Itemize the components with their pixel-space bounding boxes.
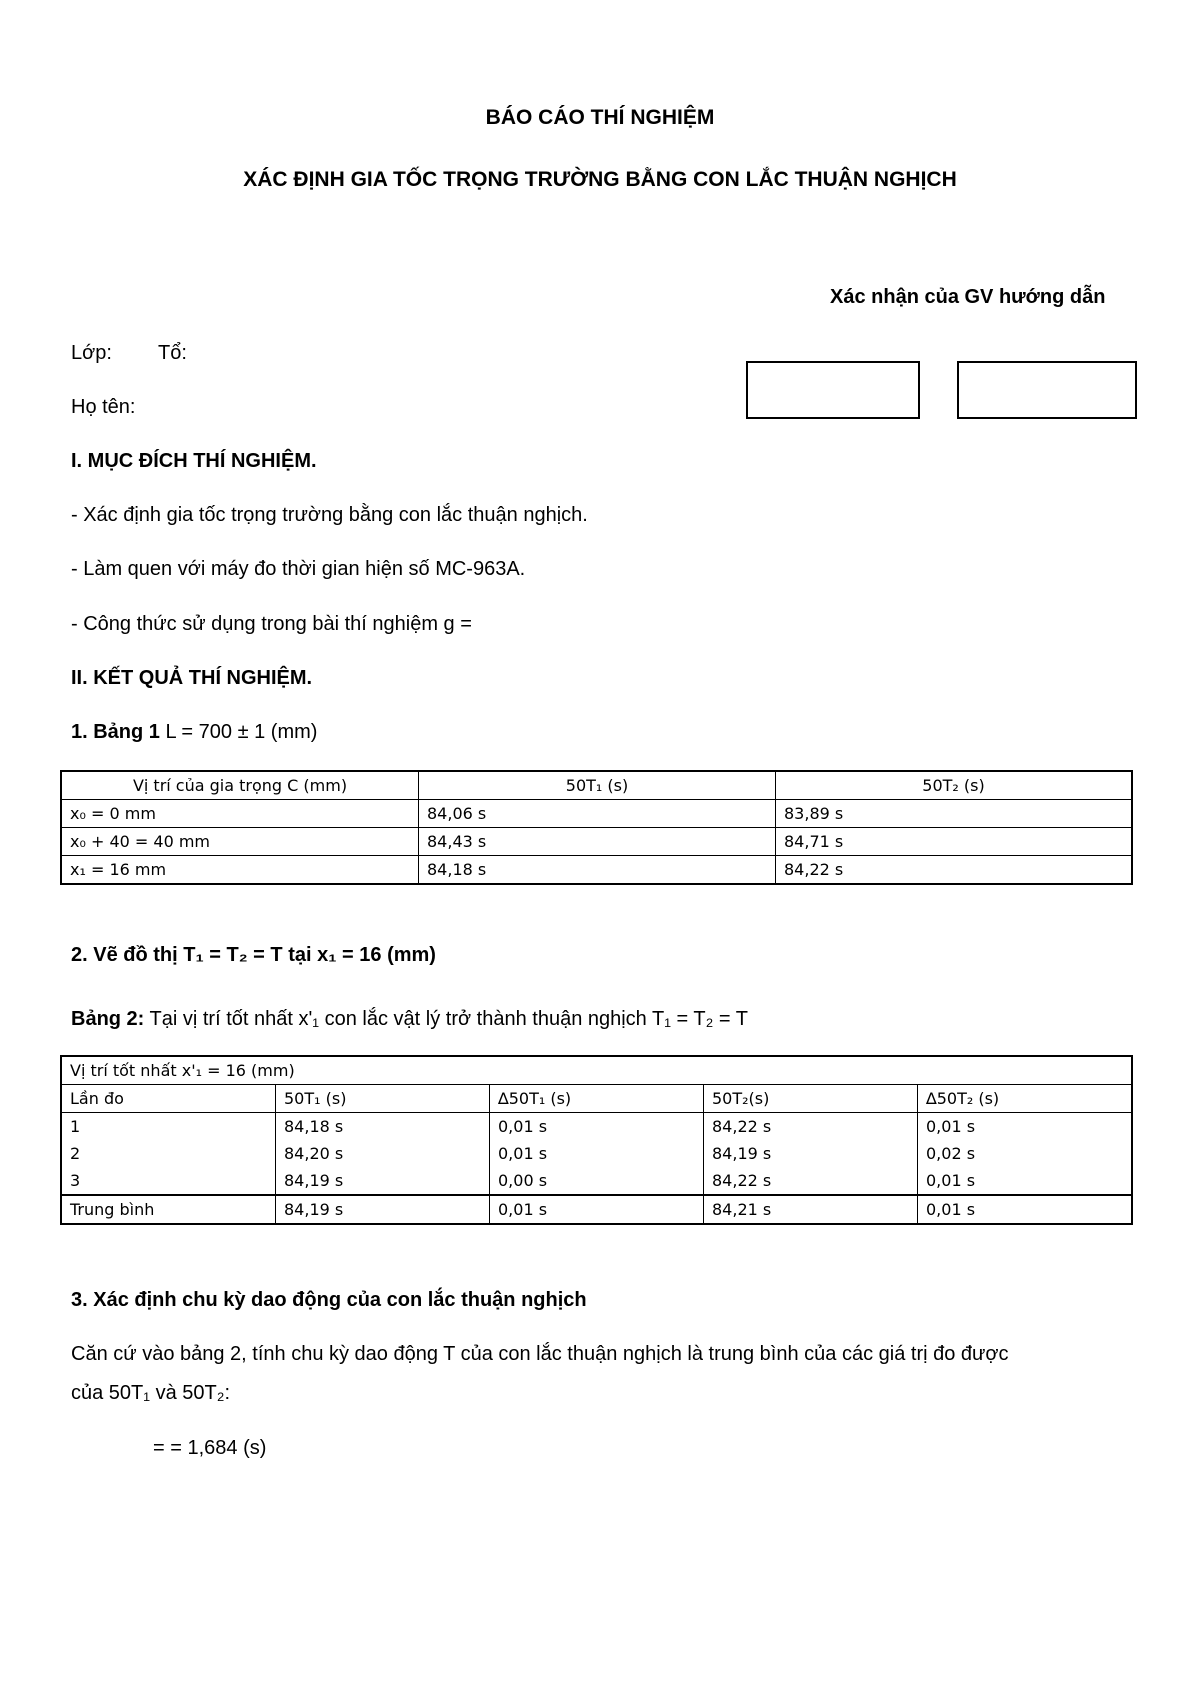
table-average-row (61, 1195, 1132, 1224)
table-cell: 84,71 s (776, 828, 1133, 856)
section1-heading: I. MỤC ĐÍCH THÍ NGHIỆM. (71, 450, 317, 472)
purpose-item-1: - Xác định gia tốc trọng trường bằng con lắc thuận nghịch. (71, 504, 588, 526)
table-cell: 84,20 s (276, 1140, 490, 1167)
table-cell: 84,19 s (276, 1167, 490, 1195)
table-cell: 1 (61, 1113, 276, 1141)
class-label: Lớp: (71, 342, 112, 364)
table2-caption (71, 1008, 748, 1031)
teacher-confirm-label: Xác nhận của GV hướng dẫn (830, 286, 1106, 308)
table1-caption (71, 721, 317, 744)
table-cell: x₀ = 0 mm (61, 800, 419, 828)
table-header-cell: 50T₁ (s) (419, 771, 776, 800)
table-cell: 0,01 s (918, 1167, 1133, 1195)
group-label: Tổ: (158, 342, 187, 364)
table-cell: Trung bình (61, 1195, 276, 1224)
table-row (61, 828, 1132, 856)
table1-caption-label: 1. Bảng 1 (71, 721, 160, 743)
table-2 (60, 1055, 1133, 1225)
table2-caption-text: Tại vị trí tốt nhất x'₁ con lắc vật lý trở thành thuận nghịch T₁ = T₂ = T (144, 1008, 749, 1030)
graph-caption: 2. Vẽ đồ thị T₁ = T₂ = T tại x₁ = 16 (mm) (71, 944, 436, 966)
table-cell: 84,19 s (276, 1195, 490, 1224)
confirm-box-1 (746, 361, 920, 419)
table-header-cell: ∆50T₂ (s) (918, 1085, 1133, 1113)
table-cell: 0,01 s (918, 1113, 1133, 1141)
confirm-box-2 (957, 361, 1137, 419)
report-title: BÁO CÁO THÍ NGHIỆM (485, 106, 715, 129)
table-cell: 0,01 s (490, 1140, 704, 1167)
table-row (61, 1113, 1132, 1141)
table-header-cell: Vị trí của gia trọng C (mm) (61, 771, 419, 800)
table1-caption-text: L = 700 ± 1 (mm) (159, 721, 318, 743)
table-row (61, 800, 1132, 828)
table-cell: 84,22 s (776, 856, 1133, 885)
table-cell: 84,22 s (704, 1167, 918, 1195)
table-cell: 84,18 s (419, 856, 776, 885)
table-cell: 0,00 s (490, 1167, 704, 1195)
table-cell: 84,43 s (419, 828, 776, 856)
section3-paragraph-line2: của 50T₁ và 50T₂: (71, 1382, 231, 1404)
section3-paragraph-line1: Căn cứ vào bảng 2, tính chu kỳ dao động T của con lắc thuận nghịch là trung bình của các giá trị đo được (71, 1343, 1009, 1365)
table-cell: 84,06 s (419, 800, 776, 828)
table-row (61, 856, 1132, 885)
table-cell: 84,22 s (704, 1113, 918, 1141)
section3-heading: 3. Xác định chu kỳ dao động của con lắc thuận nghịch (71, 1289, 587, 1311)
table-cell: 83,89 s (776, 800, 1133, 828)
purpose-item-2: - Làm quen với máy đo thời gian hiện số MC-963A. (71, 558, 526, 580)
table-title-row (61, 1056, 1132, 1085)
table-header-row (61, 771, 1132, 800)
section2-heading: II. KẾT QUẢ THÍ NGHIỆM. (71, 667, 313, 689)
table-cell: 0,02 s (918, 1140, 1133, 1167)
table-cell: 84,21 s (704, 1195, 918, 1224)
table-cell: x₀ + 40 = 40 mm (61, 828, 419, 856)
table-cell: 0,01 s (490, 1195, 704, 1224)
purpose-item-3: - Công thức sử dụng trong bài thí nghiệm g = (71, 613, 472, 635)
table-cell: 84,19 s (704, 1140, 918, 1167)
table-title-cell: Vị trí tốt nhất x'₁ = 16 (mm) (61, 1056, 1132, 1085)
table-header-cell: 50T₁ (s) (276, 1085, 490, 1113)
table-cell: 2 (61, 1140, 276, 1167)
report-subtitle: XÁC ĐỊNH GIA TỐC TRỌNG TRƯỜNG BẰNG CON LẮC THUẬN NGHỊCH (243, 168, 957, 191)
table-cell: 84,18 s (276, 1113, 490, 1141)
table-header-cell: 50T₂ (s) (776, 771, 1133, 800)
table-cell: 3 (61, 1167, 276, 1195)
table-header-row (61, 1085, 1132, 1113)
table-cell: x₁ = 16 mm (61, 856, 419, 885)
table2-caption-label: Bảng 2: (71, 1008, 145, 1030)
table-row (61, 1140, 1132, 1167)
table-header-cell: ∆50T₁ (s) (490, 1085, 704, 1113)
table-cell: 0,01 s (490, 1113, 704, 1141)
table-1 (60, 770, 1133, 885)
table-row (61, 1167, 1132, 1195)
period-result: = = 1,684 (s) (153, 1437, 267, 1459)
table-header-cell: 50T₂(s) (704, 1085, 918, 1113)
table-header-cell: Lần đo (61, 1085, 276, 1113)
table-cell: 0,01 s (918, 1195, 1133, 1224)
name-label: Họ tên: (71, 396, 136, 418)
